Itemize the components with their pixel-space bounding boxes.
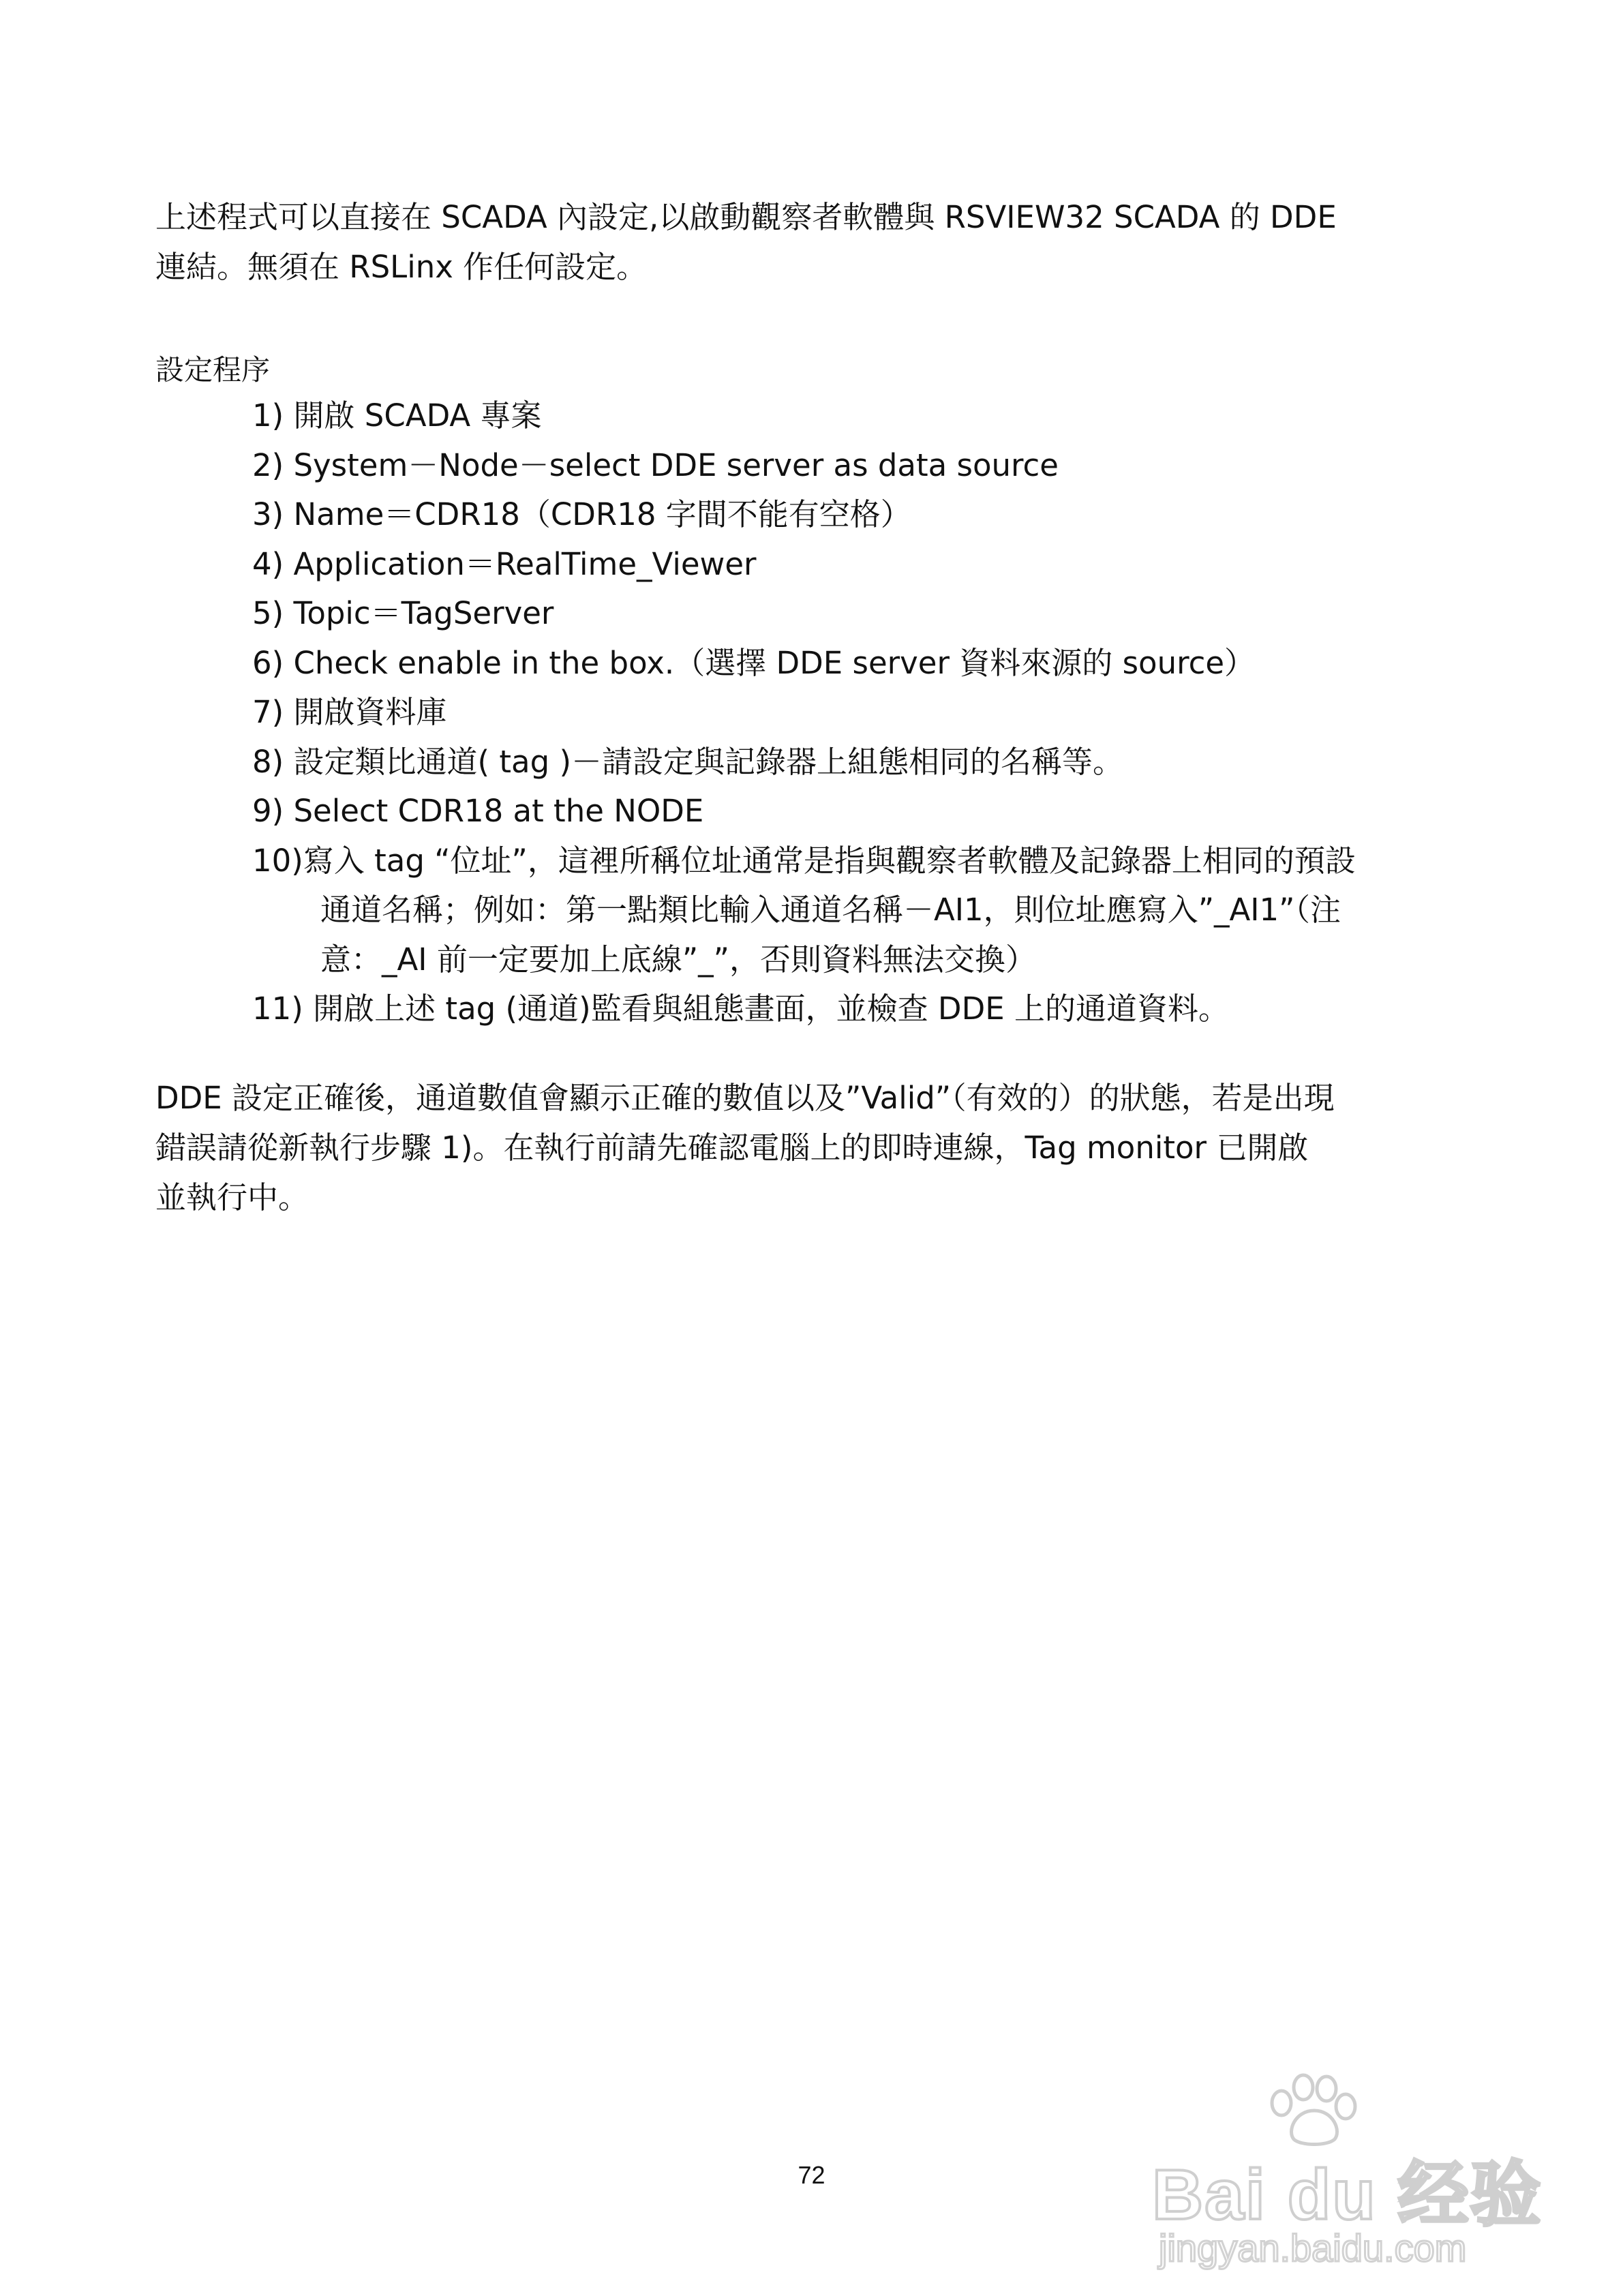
steps-list: [252, 391, 1418, 1034]
step-text: 6) Check enable in the box.（選擇 DDE server 資料來源的 source）: [252, 644, 1256, 681]
step-text: 11) 開啟上述 tag (通道)監看與組態畫面，並檢查 DDE 上的通道資料。: [252, 991, 1229, 1027]
step-text: 8) 設定類比通道( tag )－請設定與記錄器上組態相同的名稱等。: [252, 743, 1123, 780]
step-text: 7) 開啟資料庫: [252, 694, 447, 730]
step-item: [252, 441, 1418, 491]
step-text: 1) 開啟 SCADA 專案: [252, 397, 542, 434]
intro-paragraph: [155, 192, 1410, 292]
step-item: [252, 589, 1418, 639]
section-title: 設定程序: [155, 353, 271, 387]
step-text: 2) System－Node－select DDE server as data source: [252, 447, 1059, 483]
step-text: 9) Select CDR18 at the NODE: [252, 793, 704, 829]
closing-paragraph: [155, 1073, 1410, 1222]
step-item: [252, 688, 1418, 738]
step-continuation: 通道名稱；例如：第一點類比輸入通道名稱－AI1，則位址應寫入”_AI1”（注: [320, 892, 1341, 928]
baidu-watermark: [1152, 2072, 1547, 2277]
closing-line: DDE 設定正確後，通道數值會顯示正確的數值以及”Valid”（有效的）的狀態，若是出現: [155, 1080, 1335, 1116]
step-text: 5) Topic＝TagServer: [252, 595, 554, 631]
closing-line: 錯誤請從新執行步驟 1)。在執行前請先確認電腦上的即時連線，Tag monitor 已開啟: [155, 1130, 1309, 1166]
intro-line: 連結。無須在 RSLinx 作任何設定。: [155, 249, 648, 285]
watermark-logo-text: Bai du 经验: [1152, 2156, 1543, 2235]
step-item: [252, 738, 1418, 787]
step-continuation: 意：_AI 前一定要加上底線”_”，否則資料無法交換）: [320, 941, 1036, 978]
intro-line: 上述程式可以直接在 SCADA 內設定,以啟動觀察者軟體與 RSVIEW32 SCADA 的 DDE: [155, 199, 1337, 235]
step-item: [252, 836, 1418, 985]
page-number: 72: [798, 2161, 825, 2189]
step-item: [252, 787, 1418, 836]
step-item: [252, 540, 1418, 590]
step-item: [252, 490, 1418, 540]
step-text: 4) Application＝RealTime_Viewer: [252, 545, 757, 582]
step-text: 10)寫入 tag “位址”，這裡所稱位址通常是指與觀察者軟體及記錄器上相同的預設: [252, 842, 1356, 879]
step-item: [252, 984, 1418, 1034]
paw-icon: [1254, 2072, 1370, 2147]
step-item: [252, 639, 1418, 689]
step-text: 3) Name＝CDR18（CDR18 字間不能有空格）: [252, 496, 911, 532]
step-item: [252, 391, 1418, 441]
watermark-url: jingyan.baidu.com: [1159, 2226, 1467, 2269]
closing-line: 並執行中。: [155, 1179, 309, 1215]
